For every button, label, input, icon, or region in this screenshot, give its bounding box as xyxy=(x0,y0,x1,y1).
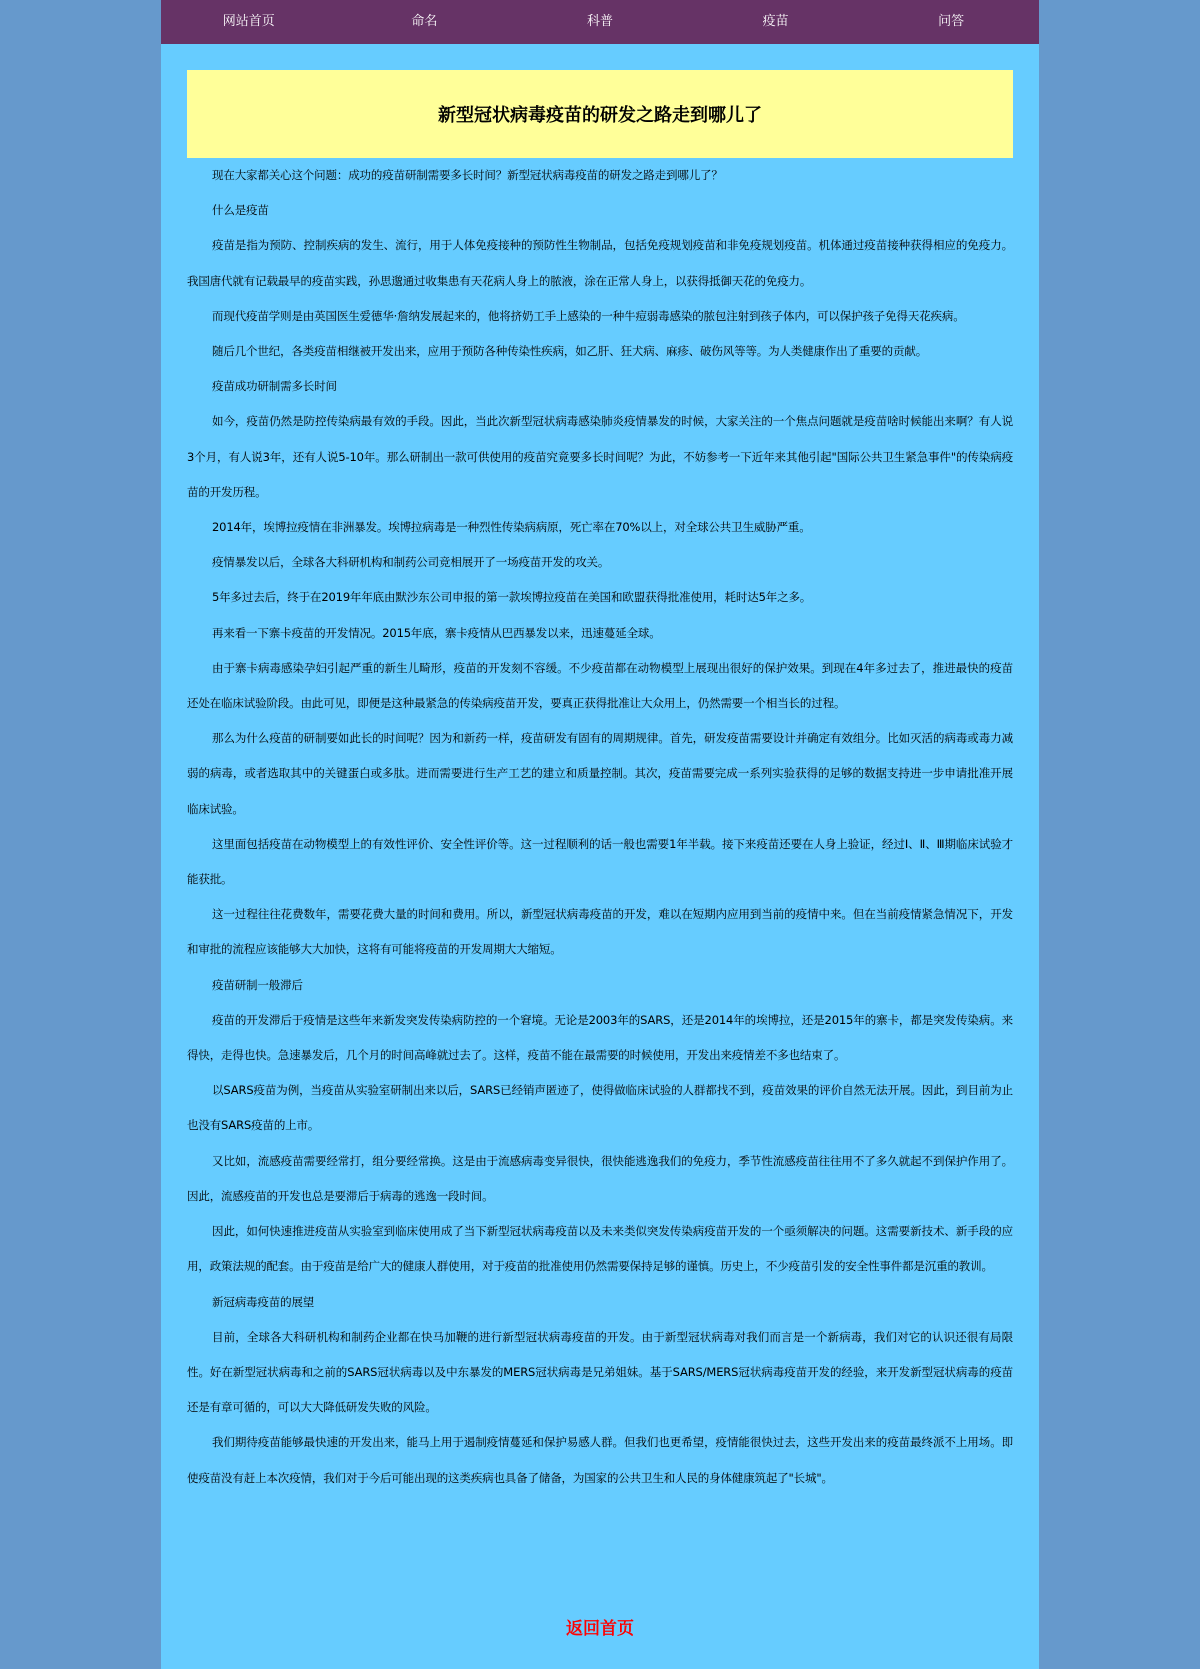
article-paragraph: 5年多过去后，终于在2019年年底由默沙东公司申报的第一款埃博拉疫苗在美国和欧盟获得批准使用，耗时达5年之多。 xyxy=(212,590,812,605)
article-paragraph: 新冠病毒疫苗的展望 xyxy=(212,1294,315,1309)
article-paragraph: 疫苗成功研制需多长时间 xyxy=(212,379,337,394)
article-paragraph: 我们期待疫苗能够最快速的开发出来，能马上用于遏制疫情蔓延和保护易感人群。但我们也更希望，疫情能很快过去，这些开发出来的疫苗最终派不上用场。即使疫苗没有赶上本次疫情，我们对于今后可能出现的这类疾病也具备了储备，为国家的公共卫生和人民的身体健康筑起了"长城"。 xyxy=(187,1435,1013,1485)
article-paragraph: 目前，全球各大科研机构和制药企业都在快马加鞭的进行新型冠状病毒疫苗的开发。由于新型冠状病毒对我们而言是一个新病毒，我们对它的认识还很有局限性。好在新型冠状病毒和之前的SARS冠状病毒以及中东暴发的MERS冠状病毒是兄弟姐妹。基于SARS/MERS冠状病毒疫苗开发的经验，来开发新型冠状病毒的疫苗还是有章可循的，可以大大降低研发失败的风险。 xyxy=(187,1329,1013,1415)
article-paragraph: 如今，疫苗仍然是防控传染病最有效的手段。因此，当此次新型冠状病毒感染肺炎疫情暴发的时候，大家关注的一个焦点问题就是疫苗啥时候能出来啊？有人说3个月，有人说3年，还有人说5-10年。那么研制出一款可供使用的疫苗究竟要多长时间呢？为此，不妨参考一下近年来其他引起"国际公共卫生紧急事件"的传染病疫苗的开发历程。 xyxy=(187,414,1013,499)
page-title: 新型冠状病毒疫苗的研发之路走到哪儿了 xyxy=(438,105,762,126)
nav-item-science[interactable]: 科普 xyxy=(586,14,613,29)
article-paragraph: 疫情暴发以后，全球各大科研机构和制药公司竞相展开了一场疫苗开发的攻关。 xyxy=(212,555,610,570)
article-paragraph: 因此，如何快速推进疫苗从实验室到临床使用成了当下新型冠状病毒疫苗以及未来类似突发传染病疫苗开发的一个亟须解决的问题。这需要新技术、新手段的应用，政策法规的配套。由于疫苗是给广大的健康人群使用，对于疫苗的批准使用仍然需要保持足够的谨慎。历史上，不少疫苗引发的安全性事件都是沉重的教训。 xyxy=(187,1224,1013,1274)
nav-item-vaccine[interactable]: 疫苗 xyxy=(762,14,789,29)
article-paragraph: 疫苗研制一般滞后 xyxy=(212,977,303,992)
title-banner xyxy=(187,70,1013,158)
nav-item-qa[interactable]: 问答 xyxy=(938,14,965,29)
article-paragraph: 而现代疫苗学则是由英国医生爱德华·詹纳发展起来的，他将挤奶工手上感染的一种牛痘弱毒感染的脓包注射到孩子体内，可以保护孩子免得天花疾病。 xyxy=(212,308,965,323)
article-paragraph: 这一过程往往花费数年，需要花费大量的时间和费用。所以，新型冠状病毒疫苗的开发，难以在短期内应用到当前的疫情中来。但在当前疫情紧急情况下，开发和审批的流程应该能够大大加快，这将有可能将疫苗的开发周期大大缩短。 xyxy=(187,907,1013,957)
nav-item-home[interactable]: 网站首页 xyxy=(222,14,275,29)
article-paragraph: 疫苗是指为预防、控制疾病的发生、流行，用于人体免疫接种的预防性生物制品，包括免疫规划疫苗和非免疫规划疫苗。机体通过疫苗接种获得相应的免疫力。我国唐代就有记载最早的疫苗实践，孙思邈通过收集患有天花病人身上的脓液，涂在正常人身上，以获得抵御天花的免疫力。 xyxy=(187,238,1013,288)
article-paragraph: 什么是疫苗 xyxy=(212,203,269,218)
article-paragraph: 那么为什么疫苗的研制要如此长的时间呢？因为和新药一样，疫苗研发有固有的周期规律。首先，研发疫苗需要设计并确定有效组分。比如灭活的病毒或毒力减弱的病毒，或者选取其中的关键蛋白或多肽。进而需要进行生产工艺的建立和质量控制。其次，疫苗需要完成一系列实验获得的足够的数据支持进一步申请批准开展临床试验。 xyxy=(187,731,1013,816)
article-paragraph: 现在大家都关心这个问题：成功的疫苗研制需要多长时间？新型冠状病毒疫苗的研发之路走到哪儿了？ xyxy=(212,168,723,182)
article-paragraph: 由于寨卡病毒感染孕妇引起严重的新生儿畸形，疫苗的开发刻不容缓。不少疫苗都在动物模型上展现出很好的保护效果。到现在4年多过去了，推进最快的疫苗还处在临床试验阶段。由此可见，即便是这种最紧急的传染病疫苗开发，要真正获得批准让大众用上，仍然需要一个相当长的过程。 xyxy=(187,660,1013,711)
article-paragraph: 再来看一下寨卡疫苗的开发情况。2015年底，寨卡疫情从巴西暴发以来，迅速蔓延全球。 xyxy=(212,625,661,640)
page-container xyxy=(161,0,1039,1669)
article-paragraph: 2014年，埃博拉疫情在非洲暴发。埃博拉病毒是一种烈性传染病病原，死亡率在70%以上，对全球公共卫生威胁严重。 xyxy=(212,520,811,535)
article-paragraph: 又比如，流感疫苗需要经常打，组分要经常换。这是由于流感病毒变异很快，很快能逃逸我们的免疫力，季节性流感疫苗往往用不了多久就起不到保护作用了。因此，流感疫苗的开发也总是要滞后于病毒的逃逸一段时间。 xyxy=(187,1153,1013,1203)
article-paragraph: 这里面包括疫苗在动物模型上的有效性评价、安全性评价等。这一过程顺利的话一般也需要1年半载。接下来疫苗还要在人身上验证，经过Ⅰ、Ⅱ、Ⅲ期临床试验才能获批。 xyxy=(187,836,1013,887)
article-paragraph: 以SARS疫苗为例，当疫苗从实验室研制出来以后，SARS已经销声匿迹了，使得做临床试验的人群都找不到，疫苗效果的评价自然无法开展。因此，到目前为止也没有SARS疫苗的上市。 xyxy=(187,1083,1013,1133)
back-home-link[interactable]: 返回首页 xyxy=(566,1619,634,1639)
article-paragraph: 随后几个世纪，各类疫苗相继被开发出来，应用于预防各种传染性疾病，如乙肝、狂犬病、麻疹、破伤风等等。为人类健康作出了重要的贡献。 xyxy=(212,344,928,359)
article-paragraph: 疫苗的开发滞后于疫情是这些年来新发突发传染病防控的一个窘境。无论是2003年的SARS，还是2014年的埃博拉，还是2015年的寨卡，都是突发传染病。来得快，走得也快。急速暴发后，几个月的时间高峰就过去了。这样，疫苗不能在最需要的时候使用，开发出来疫情差不多也结束了。 xyxy=(187,1012,1013,1063)
top-nav xyxy=(161,0,1039,44)
article-body xyxy=(187,158,1013,1496)
nav-item-naming[interactable]: 命名 xyxy=(411,14,438,29)
